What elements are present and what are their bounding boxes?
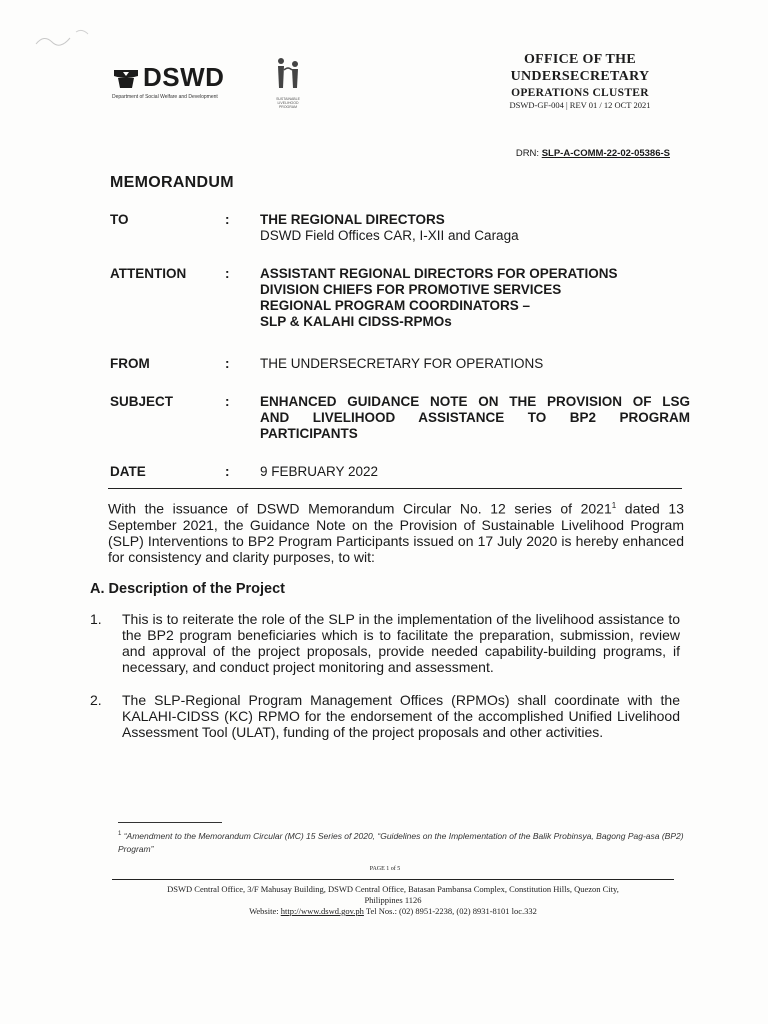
- scan-smudge-mark: [30, 24, 110, 54]
- phone-numbers: Tel Nos.: (02) 8951-2238, (02) 8931-8101 loc.332: [363, 906, 537, 916]
- dswd-wordmark: DSWD: [143, 62, 225, 92]
- subject-line-3: PARTICIPANTS: [260, 426, 358, 441]
- website-label: Website:: [249, 906, 281, 916]
- attention-line: REGIONAL PROGRAM COORDINATORS –: [260, 298, 531, 313]
- from-colon: :: [225, 356, 230, 371]
- document-reference-number: [492, 148, 670, 159]
- footer-address: [112, 884, 674, 917]
- to-line-2: DSWD Field Offices CAR, I-XII and Caraga: [260, 228, 519, 243]
- list-item-number: 2.: [90, 692, 102, 708]
- subject-value: [260, 394, 690, 442]
- intro-text-1: With the issuance of DSWD Memorandum Circular No. 12 series of 2021: [108, 500, 612, 517]
- subject-line-1: ENHANCED GUIDANCE NOTE ON THE PROVISION OF LSG: [260, 394, 690, 409]
- dswd-logo-subtitle: Department of Social Welfare and Development: [112, 94, 218, 100]
- date-label: DATE: [110, 464, 146, 479]
- footnote-ref: 1: [611, 501, 617, 510]
- footnote-text: “Amendment to the Memorandum Circular (MC) 15 Series of 2020, “Guidelines on the Implementation of the Balik Probinsya, Bagong Pag-asa (BP2) Program”: [118, 830, 684, 854]
- footnote: [118, 828, 684, 856]
- intro-text-2: dated 13 September 2021, the Guidance Note on the Provision of Sustainable Livelihood Program (SLP) Interventions to BP2 Program Participants issued on 17 July 2020 is hereby enhanced for consistency and clarity purposes, to wit:: [108, 500, 684, 565]
- to-line-1: THE REGIONAL DIRECTORS: [260, 212, 445, 227]
- drn-label: DRN:: [515, 148, 540, 159]
- to-colon: :: [225, 212, 230, 227]
- address-line-1: DSWD Central Office, 3/F Mahusay Building, DSWD Central Office, Batasan Pambansa Complex, Constitution Hills, Quezon City,: [167, 884, 619, 894]
- dswd-emblem-icon: [112, 66, 140, 90]
- footnote-divider: [118, 822, 222, 823]
- slp-figures-icon: [273, 56, 303, 90]
- intro-paragraph: [108, 498, 684, 565]
- subject-label: SUBJECT: [110, 394, 174, 409]
- date-value: 9 FEBRUARY 2022: [260, 464, 379, 479]
- dswd-logo: [112, 62, 252, 100]
- from-value: THE UNDERSECRETARY FOR OPERATIONS: [260, 356, 544, 371]
- date-colon: :: [225, 464, 230, 479]
- attention-line: SLP & KALAHI CIDSS-RPMOs: [260, 314, 452, 329]
- office-header: [492, 52, 668, 110]
- page-number: PAGE 1 of 5: [369, 866, 401, 872]
- list-item-text: The SLP-Regional Program Management Offices (RPMOs) shall coordinate with the KALAHI-CIDSS (KC) RPMO for the endorsement of the accomplished Unified Livelihood Assessment Tool (ULAT), funding of the project proposals and other activities.: [122, 692, 680, 740]
- attention-label: ATTENTION: [110, 266, 187, 281]
- office-line-1: OFFICE OF THE: [523, 52, 637, 67]
- memo-title: MEMORANDUM: [110, 174, 234, 191]
- list-item-text: This is to reiterate the role of the SLP in the implementation of the livelihood assistance to the BP2 program beneficiaries which is to facilitate the preparation, submission, review and approval of the project proposals, provide needed capability-building programs, if necessary, and conduct project monitoring and assessment.: [122, 611, 680, 675]
- website-link[interactable]: http://www.dswd.gov.ph: [280, 906, 364, 916]
- attention-colon: :: [225, 266, 230, 281]
- list-item-number: 1.: [90, 611, 102, 627]
- section-a-heading: A. Description of the Project: [90, 581, 285, 597]
- slp-logo: [268, 56, 308, 109]
- slp-logo-text: SUSTAINABLE LIVELIHOOD PROGRAM: [276, 97, 300, 109]
- attention-line: DIVISION CHIEFS FOR PROMOTIVE SERVICES: [260, 282, 562, 297]
- footer-divider: [112, 879, 674, 880]
- contact-line: [112, 906, 674, 917]
- form-code: DSWD-GF-004 | REV 01 / 12 OCT 2021: [509, 100, 651, 110]
- subject-line-2: AND LIVELIHOOD ASSISTANCE TO BP2 PROGRAM: [260, 410, 690, 425]
- office-line-3: OPERATIONS CLUSTER: [511, 87, 649, 99]
- from-label: FROM: [110, 356, 150, 371]
- attention-value: [260, 266, 690, 330]
- to-label: TO: [110, 212, 129, 227]
- to-value: [260, 212, 690, 244]
- header-divider: [108, 488, 682, 489]
- address-line-2: Philippines 1126: [364, 895, 422, 905]
- drn-code: SLP-A-COMM-22-02-05386-S: [541, 148, 670, 159]
- subject-colon: :: [225, 394, 230, 409]
- office-line-2: UNDERSECRETARY: [510, 69, 650, 84]
- attention-line: ASSISTANT REGIONAL DIRECTORS FOR OPERATIONS: [260, 266, 618, 281]
- footnote-number: 1: [118, 831, 122, 837]
